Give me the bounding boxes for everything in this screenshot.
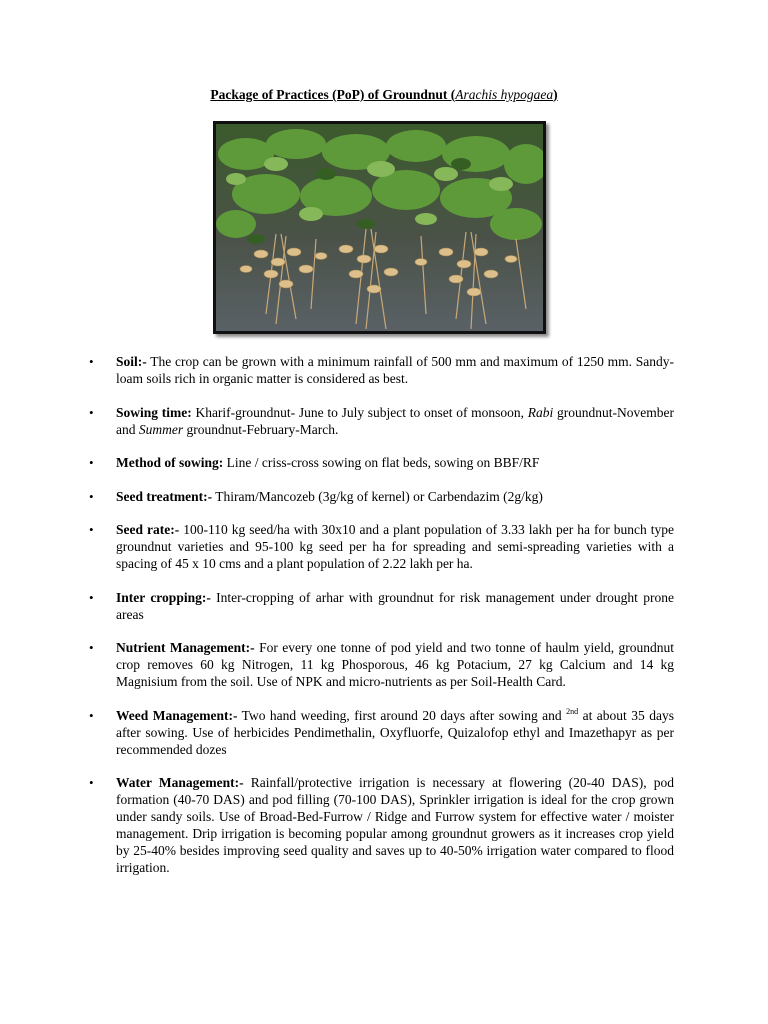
bullet: •: [89, 455, 94, 470]
item-text: 100-110 kg seed/ha with 30x10 and a plant population of 3.33 lakh per ha for bunch type groundnut varieties and 95-100 kg seed per ha for spreading and semi-spreading varieties with a spacing of 45 x 10 cms and a plant population of 2.22 lakh per ha.: [116, 522, 675, 571]
item-text: The crop can be grown with a minimum rainfall of 500 mm and maximum of 1250 mm. Sandy-loam soils rich in organic matter is considered as best.: [116, 354, 674, 386]
item-text: Line / criss-cross sowing on flat beds, sowing on BBF/RF: [223, 455, 540, 470]
item-label: Soil:-: [116, 354, 147, 369]
item-label: Inter cropping:-: [116, 589, 211, 605]
item-text: Inter-cropping of arhar with groundnut for risk management under drought prone areas: [116, 589, 674, 622]
bullet: •: [89, 640, 94, 655]
item-text: groundnut-February-March.: [183, 421, 339, 437]
item-label: Water Management:-: [116, 775, 244, 790]
list-item-seed-treatment: [0, 488, 768, 505]
list-item-inter-cropping: [0, 589, 768, 623]
bullet: •: [89, 707, 94, 723]
list-item-seed-rate: [0, 521, 768, 572]
bullet: •: [89, 522, 94, 537]
item-label: Sowing time:: [116, 404, 192, 420]
item-label: Nutrient Management:-: [116, 640, 255, 655]
item-text: Kharif-groundnut- June to July subject to onset of monsoon,: [191, 404, 528, 420]
list-item-weed-management: [0, 707, 768, 758]
item-text: Two hand weeding, first around 20 days after sowing and: [237, 707, 567, 723]
item-italic: Rabi: [527, 404, 554, 420]
page-title: [0, 87, 768, 103]
item-label: Method of sowing:: [116, 455, 224, 470]
bullet: •: [89, 354, 94, 369]
item-label: Seed treatment:-: [116, 488, 213, 504]
item-label: Weed Management:-: [116, 707, 238, 723]
bullet: •: [89, 404, 94, 420]
item-label: Seed rate:-: [116, 522, 180, 537]
title-suffix: ): [553, 87, 558, 102]
list-item-water-management: [0, 774, 768, 876]
list-item-nutrient-management: [0, 639, 768, 690]
item-text: groundnut-November and: [116, 404, 674, 437]
scientific-name: Arachis hypogaea: [455, 87, 554, 102]
bullet: •: [89, 488, 94, 504]
bullet: •: [89, 589, 94, 605]
bullet: •: [89, 775, 94, 790]
item-text: For every one tonne of pod yield and two tonne of haulm yield, groundnut crop removes 60 kg Nitrogen, 11 kg Phosporous, 46 kg Potacium, 27 kg Calcium and 14 kg Magnisium from the soil. Use of NPK and micro-nutrients as per Soil-Health Card.: [116, 640, 675, 689]
item-text: Rainfall/protective irrigation is necessary at flowering (20-40 DAS), pod formation (40-70 DAS) and pod filling (70-100 DAS), Sprinkler irrigation is ideal for the crop grown under sandy soils. Use of Broad-Bed-Furrow / Ridge and Furrow system for effective water / moister management. Drip irrigation is becoming popular among groundnut growers as it increases crop yield by 25-40% besides improving seed quality and saves up to 40-50% irrigation water compared to flood irrigation.: [116, 775, 674, 875]
item-italic: Summer: [138, 421, 184, 437]
list-item-soil: [0, 353, 768, 387]
practices-list: [0, 353, 768, 893]
title-prefix: Package of Practices (PoP) of Groundnut (: [210, 87, 456, 102]
item-text: at about 35 days after sowing. Use of herbicides Pendimethalin, Oxyfluorfe, Quizalofop ethyl and Imazethapyr as per recommended dozes: [116, 707, 674, 757]
item-text: Thiram/Mancozeb (3g/kg of kernel) or Carbendazim (2g/kg): [212, 488, 543, 504]
list-item-method-of-sowing: [0, 454, 768, 471]
groundnut-plants-with-pods-icon: [213, 121, 546, 334]
item-superscript: 2nd: [566, 706, 579, 716]
list-item-sowing-time: [0, 404, 768, 438]
